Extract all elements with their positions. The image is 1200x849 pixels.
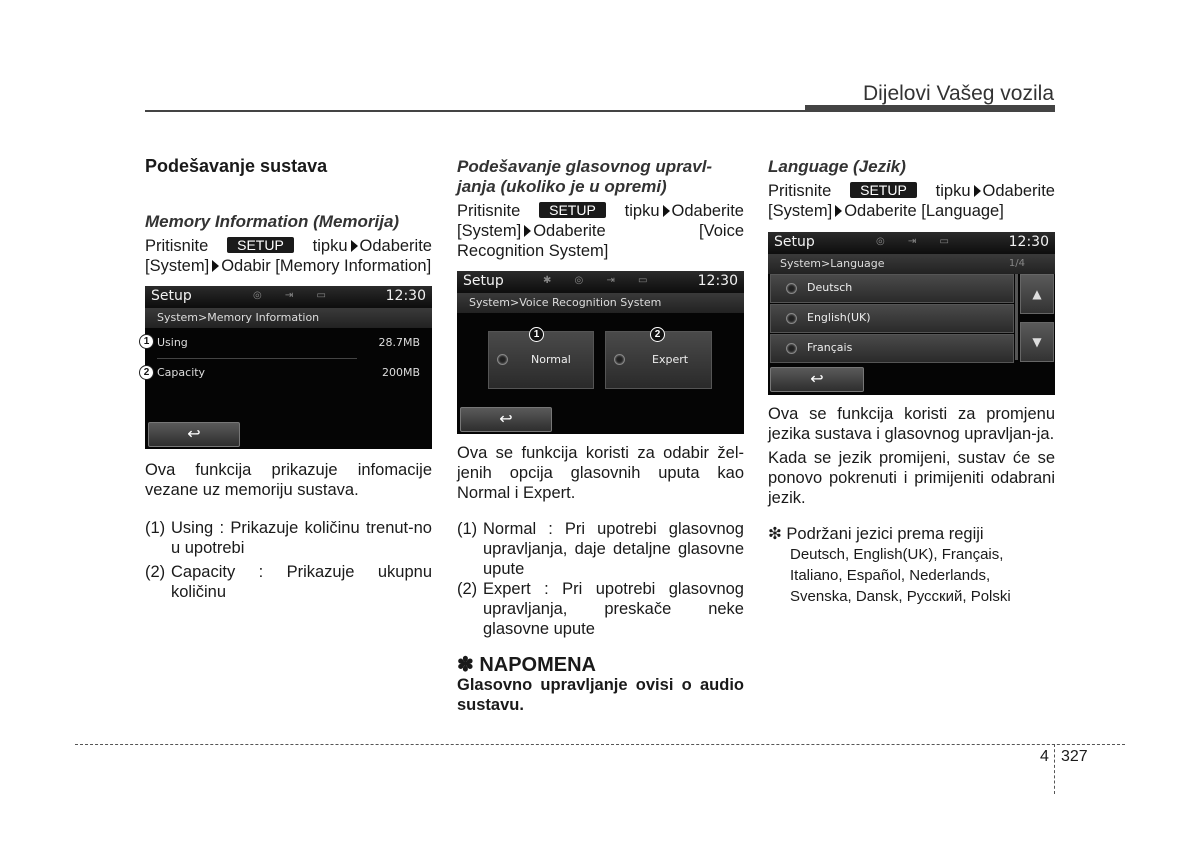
subheading-voice: Podešavanje glasovnog upravl-janja (ukoliko je u opremi) [457, 157, 713, 196]
voice-description [457, 443, 744, 715]
language-option-english[interactable]: English(UK) [770, 304, 1014, 333]
setup-key-badge: SETUP [539, 202, 606, 218]
callout-2: 2 [650, 327, 665, 342]
back-button[interactable]: ↩ [770, 367, 864, 392]
callout-1: 1 [139, 334, 154, 349]
screen-clock: 12:30 [1008, 234, 1049, 250]
arrow-right-icon [212, 260, 219, 272]
scroll-up-button[interactable]: ▲ [1020, 274, 1054, 314]
screen-title: Setup [774, 234, 815, 250]
status-icons: ◎ ⇥ ▭ [876, 236, 959, 247]
arrow-right-icon [524, 225, 531, 237]
subheading-language: Language (Jezik) [768, 157, 906, 176]
list-item: (1) Normal : Pri upotrebi glasovnog upravljanja, daje detaljne glasovne upute [457, 520, 744, 578]
option-normal[interactable]: Normal [488, 331, 594, 389]
list-item: (2) Expert : Pri upotrebi glasovnog upravljanja, preskače neke glasovne upute [457, 580, 744, 638]
description: Ova se funkcija koristi za odabir žel-jenih opcija glasovnih uputa kao Normal i Expert. [457, 444, 744, 502]
arrow-right-icon [351, 240, 358, 252]
footer-divider [1054, 744, 1055, 794]
screen-clock: 12:30 [697, 273, 738, 289]
screen-title: Setup [463, 273, 504, 289]
arrow-right-icon [663, 205, 670, 217]
voice-screen [457, 271, 744, 434]
header-rule [145, 110, 805, 112]
language-option-francais[interactable]: Français [770, 334, 1014, 363]
arrow-right-icon [974, 185, 981, 197]
note-title: ✽ NAPOMENA [457, 654, 596, 676]
subheading-memory: Memory Information (Memorija) [145, 212, 400, 231]
header-rule-thick [805, 105, 1055, 112]
back-button[interactable]: ↩ [148, 422, 240, 447]
language-option-deutsch[interactable]: Deutsch [770, 274, 1014, 303]
memory-screen [145, 286, 432, 449]
section-heading: Podešavanje sustava [145, 156, 328, 176]
screen-clock: 12:30 [385, 288, 426, 304]
memory-description [145, 460, 432, 602]
description: Kada se jezik promijeni, sustav će se ponovo pokrenuti i primijeniti odabrani jezik. [768, 449, 1055, 507]
memory-row-using: Using 28.7MB [157, 336, 420, 349]
callout-2: 2 [139, 365, 154, 380]
status-icons: ◎ ⇥ ▭ [253, 290, 336, 301]
section-number: 4 [1040, 748, 1049, 765]
instruction-language: Pritisnite SETUP tipku Odaberite [System] Odaberite [Language] [768, 182, 1055, 220]
page-number: 327 [1061, 748, 1088, 765]
list-item: (1) Using : Prikazuje količinu trenut-no u upotrebi [145, 519, 432, 557]
language-screen [768, 232, 1055, 395]
page-indicator: 1/4 [1008, 258, 1025, 269]
list-item: (2) Capacity : Prikazuje ukupnu količinu [145, 563, 432, 601]
screen-title: Setup [151, 288, 192, 304]
arrow-right-icon [835, 205, 842, 217]
setup-key-badge: SETUP [850, 182, 917, 198]
description: Ova se funkcija koristi za promjenu jezika sustava i glasovnog upravljan-ja. [768, 405, 1055, 443]
column-language [768, 157, 1055, 221]
instruction-voice: Pritisnite SETUP tipku Odaberite [System] Odaberite [Voice Recognition System] [457, 202, 744, 260]
column-voice [457, 157, 744, 261]
footer-rule [75, 744, 1125, 745]
screen-path: System>Language 1/4 [768, 254, 1055, 274]
column-memory [145, 150, 432, 276]
back-button[interactable]: ↩ [460, 407, 552, 432]
screen-path: System>Memory Information [145, 308, 432, 328]
description: Ova funkcija prikazuje infomacije vezane uz memoriju sustava. [145, 461, 432, 499]
screen-path: System>Voice Recognition System [457, 293, 744, 313]
header-title: Dijelovi Vašeg vozila [862, 82, 1054, 105]
note-body: Glasovno upravljanje ovisi o audio sustavu. [457, 676, 744, 714]
supported-languages-list: Deutsch, English(UK), Français, Italiano, Español, Nederlands, Svenska, Dansk, Русский, Polski [790, 546, 1011, 605]
status-icons: ✱ ◎ ⇥ ▭ [543, 275, 658, 286]
memory-row-capacity: Capacity 200MB [157, 366, 420, 379]
language-description [768, 404, 1055, 607]
supported-languages-title: ❇ Podržani jezici prema regiji [768, 525, 984, 543]
instruction-memory: Pritisnite SETUP tipku Odaberite [System] Odabir [Memory Information] [145, 237, 432, 275]
scrollbar[interactable] [1015, 274, 1018, 360]
callout-1: 1 [529, 327, 544, 342]
setup-key-badge: SETUP [227, 237, 294, 253]
option-expert[interactable]: Expert [605, 331, 712, 389]
scroll-down-button[interactable]: ▼ [1020, 322, 1054, 362]
